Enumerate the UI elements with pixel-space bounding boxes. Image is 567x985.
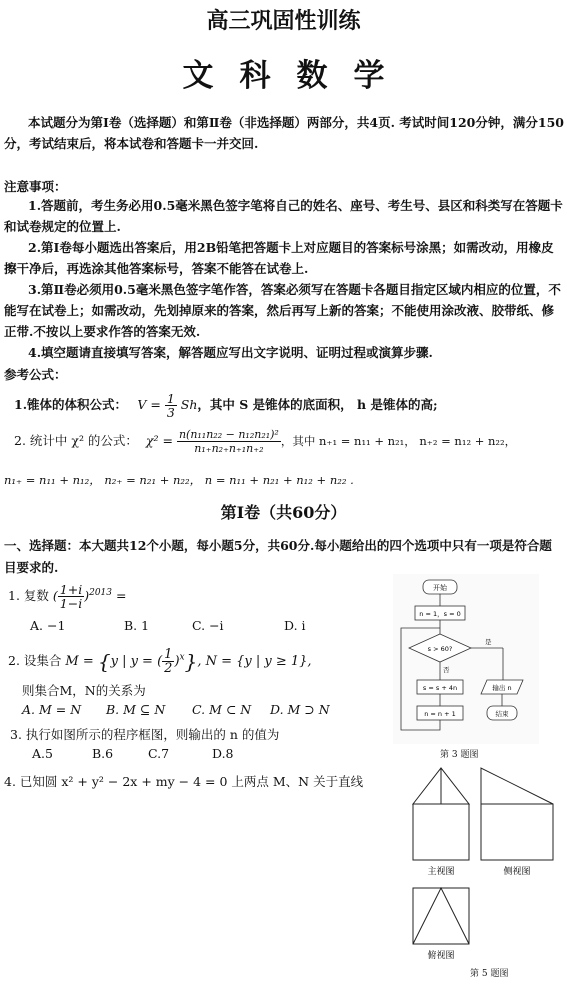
question-1-tail: =	[112, 588, 127, 603]
side-view-roof	[481, 768, 553, 804]
question-4-stem: 4. 已知圆 x² + y² − 2x + my − 4 = 0 上两点 M、N 关于直线	[4, 774, 364, 789]
formula-1-prefix: 1.锥体的体积公式：	[14, 397, 128, 412]
formula-2-expr: χ² = $\frac{\text{n(n₁₁n₂₂ − n₁₂n₂₁)²}}{\text{n₁₊n₂₊n₊₁n₊₂}}$	[145, 428, 279, 455]
flowchart-condition-label: s > 60?	[427, 645, 453, 653]
formula-2-prefix: 2. 统计中 χ² 的公式：	[14, 433, 138, 448]
front-view-body	[413, 804, 469, 860]
q2-option-c: C. M ⊂ N	[192, 702, 252, 717]
side-view-body	[481, 804, 553, 860]
notes-heading: 注意事项：	[4, 179, 67, 194]
formula-2-mid: ，其中 n₊₁ = n₁₁ + n₂₁， n₊₂ = n₁₂ + n₂₂，	[280, 434, 517, 448]
q1-option-b: B. 1	[124, 618, 150, 633]
formulas-heading: 参考公式：	[4, 367, 67, 382]
three-views-figure	[405, 764, 565, 964]
note-2: 2.第Ⅰ卷每小题选出答案后，用2B铅笔把答题卡上对应题目的答案标号涂黑；如需改动，用橡皮擦干净后，再选涂其他答案标号，答案不能答在试卷上.	[4, 240, 554, 276]
flowchart-figure	[393, 574, 539, 744]
formula-1-suffix: ，其中 S 是锥体的底面积， h 是锥体的高;	[197, 397, 438, 412]
intro-paragraph: 本试题分为第Ⅰ卷（选择题）和第Ⅱ卷（非选择题）两部分，共4页. 考试时间120分钟，满分150分，考试结束后，将本试卷和答题卡一并交回.	[4, 115, 564, 151]
question-2-line2: 则集合M，N的关系为	[22, 683, 146, 698]
exam-subtitle: 高三巩固性训练	[206, 8, 361, 34]
flowchart-end-label: 结束	[495, 710, 509, 718]
flowchart-output-label: 输出 n	[492, 684, 512, 692]
figure-3-caption: 第 3 题图	[440, 750, 479, 760]
flowchart-update-s-label: s = s + 4n	[422, 684, 458, 692]
question-1-expr: ( $\frac{1+i}{1-i}$ )$^{2013}$	[52, 582, 113, 611]
fraction-complex: $\frac{1+i}{1-i}$	[59, 582, 83, 611]
note-4: 4.填空题请直接填写答案，解答题应写出文字说明、证明过程或演算步骤.	[28, 345, 433, 360]
q1-option-c: C. −i	[192, 618, 224, 633]
q2-option-b: B. M ⊆ N	[106, 702, 166, 717]
chi-square-fraction: $\frac{\text{n(n₁₁n₂₂ − n₁₂n₂₁)²}}{\text{n₁₊n₂₊n₊₁n₊₂}}$	[178, 428, 279, 455]
question-2-sets: M = {y | y = ( $\frac{1}{2}$ )$^x$}, N = {y | y ≥ 1},	[65, 647, 312, 676]
note-1: 1.答题前，考生务必用0.5毫米黑色签字笔将自己的姓名、座号、考生号、县区和科类写在答题卡和试卷规定的位置上.	[4, 198, 563, 234]
side-view-label: 侧视图	[503, 867, 531, 877]
part-1-title: 第Ⅰ卷（共60分）	[220, 503, 347, 522]
question-1	[8, 583, 126, 610]
q3-option-b: B.6	[92, 746, 114, 761]
formula-2-line2: n₁₊ = n₁₁ + n₁₂， n₂₊ = n₂₁ + n₂₂， n = n₁₁ + n₂₁ + n₁₂ + n₂₂ .	[4, 473, 354, 487]
section-1-instruction: 一、选择题：本大题共12个小题，每小题5分，共60分.每小题给出的四个选项中只有一项是符合题目要求的.	[4, 538, 552, 575]
flowchart-init-label: n = 1，s = 0	[419, 610, 461, 618]
top-view-label: 俯视图	[427, 951, 455, 961]
flowchart-start-label: 开始	[433, 584, 447, 592]
formula-1-expr: V = $\frac{1}{3}$ Sh	[137, 391, 198, 420]
q1-option-a: A. −1	[30, 618, 66, 633]
q3-option-a: A.5	[32, 746, 53, 761]
flowchart-update-n-label: n = n + 1	[424, 710, 456, 718]
fraction-one-third: $\frac{1}{3}$	[166, 391, 175, 420]
q3-option-c: C.7	[148, 746, 170, 761]
fraction-half: $\frac{1}{2}$	[164, 647, 173, 676]
flowchart-no-label: 否	[443, 666, 450, 674]
flowchart-yes-label: 是	[485, 638, 492, 646]
question-1-stem: 1. 复数	[8, 588, 49, 603]
formula-chi-square	[14, 428, 567, 455]
question-2	[8, 648, 312, 675]
q3-option-d: D.8	[212, 746, 234, 761]
formula-cone-volume	[14, 392, 438, 419]
q2-option-a: A. M = N	[22, 702, 82, 717]
front-view-label: 主视图	[427, 867, 455, 877]
figure-5-caption: 第 5 题图	[470, 969, 509, 979]
exam-title: 文科数学	[182, 58, 411, 94]
note-3: 3.第Ⅱ卷必须用0.5毫米黑色签字笔作答，答案必须写在答题卡各题目指定区域内相应的位置，不能写在试卷上；如需改动，先划掉原来的答案，然后再写上新的答案；不能使用涂改液、胶带纸、修正带.不按以上要求作答的答案无效.	[4, 282, 561, 339]
q2-option-d: D. M ⊃ N	[270, 702, 330, 717]
question-3-stem: 3. 执行如图所示的程序框图，则输出的 n 的值为	[10, 727, 280, 742]
q1-option-d: D. i	[284, 618, 306, 633]
top-view-square	[413, 888, 469, 944]
question-2-stem: 2. 设集合	[8, 653, 62, 668]
